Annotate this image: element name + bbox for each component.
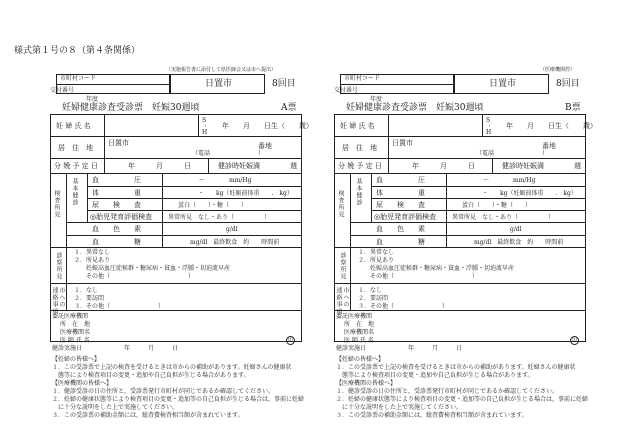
notice-institution-line: １．健診受診の日の住所と，受診票発行市町村が同じであるか確認してください。 [52, 388, 275, 395]
bp-label: 血 圧 [92, 176, 141, 184]
weeks-unit: 週 [574, 162, 581, 170]
form-title: 妊婦健康診査受診票 [346, 103, 428, 113]
finding-item: その他（ ） [74, 273, 195, 280]
ticket-label: B票 [565, 103, 581, 113]
due-date-value: 年 月 日 [128, 162, 191, 170]
contact-item: １．なし [358, 287, 383, 294]
panel-note: （実施報告書に添付して県医師会又は市へ提出） [166, 67, 277, 73]
institution-name: 医療機関名 [344, 329, 375, 336]
era-heisei: H [202, 129, 208, 136]
notice-institution-line: に十分な説明をした上で実施してください。 [52, 404, 179, 411]
contact-item: ２．要訪問 [358, 295, 389, 302]
exam-date-label: 健診実施日 [336, 345, 367, 352]
contact-label: 連絡事項 [51, 287, 58, 315]
finding-item: １．異常なし [358, 249, 395, 256]
urine-label: 尿 検 査 [92, 201, 141, 209]
city-code-label: 市町村コード [60, 75, 97, 82]
exam-date-label: 健診実施日 [52, 345, 83, 352]
institution-address: 所 在 地 [60, 321, 91, 328]
bp-label: 血 圧 [376, 176, 425, 184]
banchi-label: 番地 [542, 142, 556, 150]
notice-institution-line: ２．妊婦の健康状態等により検査項目の変更・追加等の自己負担が生じる場合は，事前に妊婦 [336, 396, 589, 403]
weeks-unit: 週 [290, 162, 297, 170]
urine-label: 尿 検 査 [376, 201, 425, 209]
birth-date: 年 月 日生（ 歳） [506, 122, 597, 130]
era-showa: S [202, 117, 207, 124]
visit-number: 8回目 [556, 79, 580, 89]
bp-value: 〜 mm/Hg [199, 177, 252, 184]
name-label: 妊 婦 氏 名 [56, 122, 91, 130]
due-date-label: 分 娩 予 定 日 [54, 162, 98, 170]
urine-value: 蛋白（ ）・糖（ ） [462, 202, 532, 209]
due-date-label: 分 娩 予 定 日 [338, 162, 382, 170]
fetal-label: ◎胎児発育評価検査 [374, 213, 437, 221]
issue-no-label: 交付番号 [50, 87, 75, 94]
name-label: 妊 婦 氏 名 [340, 122, 375, 130]
notice-institution-title: 【医療機関の皆様へ】 [336, 380, 397, 387]
ticket-b-panel: （医療機関控） 市町村コード 交付番号 日置市 8回目 年度 妊婦健康診査受診票 妊娠30週頃 B票 妊 婦 氏 名 S ・ H 年 月 日生（ 歳） 居 住 地 日置市 番地 （電話 ） 分 娩 予 定 日 年 月 日 健診時妊娠満 週 検査所見 基本健診 血 圧 〜 mm/Hg 体 重 ・ kg（妊娠前体重 . kg） 尿 検 査 蛋白（ ）・糖（ ） ◎胎児発育評価検査 異常所見 なし・あり（ ） 血 色 素 g/dl 血 糖 mg/dl 最終飲食 約 時間前 診察所見 １．異常なし ２．所見あり 妊娠高血圧症候群・糖尿病・貧血・浮腫・切迫流早産 その他（ ） 連絡事項 市への １．なし ２．要訪問 ３．その他（ ） 委託医療機関 所 在 地 医療機関名 医 師 氏 名 印 健診実施日 年 月 日 【妊婦の皆様へ】 １．この受診票で上記の検査を受けるときは市からの補助があります。妊婦さんの健康状 態等により検査項目の変更・追加や自己負担が生じる場合があります。 【医療機関の皆様へ】 １．健診受診の日の住所と，受診票発行市町村が同じであるか確認してください。 ２．妊婦の健康状態等により検査項目の変更・追加等の自己負担が生じる場合は，事前に妊婦 に十分な説明をした上で実施してください。 ３．この受診票の補助金額には，総査費検査相当額が含まれています。 [334, 67, 597, 419]
sugar-value: mg/dl 最終飲食 約 時間前 [474, 239, 564, 246]
ticket-label: A票 [281, 103, 297, 113]
issue-no-label: 交付番号 [334, 87, 359, 94]
contact-item: ３．その他（ ） [358, 303, 449, 310]
notice-woman-line: 態等により検査項目の変更・追加や自己負担が生じる場合があります。 [52, 372, 250, 379]
notice-woman-title: 【妊婦の皆様へ】 [52, 356, 101, 363]
finding-item: 妊娠高血圧症候群・糖尿病・貧血・浮腫・切迫流早産 [74, 265, 231, 272]
birth-date: 年 月 日生（ 歳） [222, 122, 313, 130]
era-heisei: H [486, 129, 492, 136]
notice-institution-line: ３．この受診票の補助金額には，総査費検査相当額が含まれています。 [52, 412, 244, 419]
finding-item: その他（ ） [358, 273, 479, 280]
blood-type-label: 血 色 素 [376, 225, 425, 233]
institution-label: 委託医療機関 [336, 313, 373, 320]
fetal-value: 異常所見 なし・あり（ ） [168, 214, 271, 221]
notice-institution-line: １．健診受診の日の住所と，受診票発行市町村が同じであるか確認してください。 [336, 388, 559, 395]
weight-label: 体 重 [376, 189, 425, 197]
notice-woman-line: １．この受診票で上記の検査を受けるときは市からの補助があります。妊婦さんの健康状 [52, 364, 292, 371]
address-label: 居 住 地 [58, 144, 93, 152]
due-date-value: 年 月 日 [412, 162, 475, 170]
blood-type-label: 血 色 素 [92, 225, 141, 233]
institution-label: 委託医療機関 [52, 313, 89, 320]
basic-label: 基本健診 [355, 178, 362, 206]
week-label: 妊娠30週頃 [436, 103, 484, 113]
city-code-label: 市町村コード [344, 75, 381, 82]
fiscal-year-label: 年度 [86, 96, 99, 103]
era-showa: S [486, 117, 491, 124]
exam-date-value: 年 月 日 [408, 345, 463, 352]
address-city: 日置市 [392, 139, 413, 147]
visit-number: 8回目 [272, 79, 296, 89]
doctor-name: 医 師 氏 名 [60, 337, 90, 344]
blood-type-value: g/dl [226, 226, 238, 233]
notice-institution-title: 【医療機関の皆様へ】 [52, 380, 113, 387]
blood-type-value: g/dl [510, 226, 522, 233]
address-label: 居 住 地 [342, 144, 377, 152]
findings-label: 診察所見 [55, 252, 62, 280]
phone-label: （電話 ） [192, 150, 265, 157]
contact-label: 連絡事項 [335, 287, 342, 315]
contact-sub-label: 市への [58, 287, 65, 308]
notice-institution-line: に十分な説明をした上で実施してください。 [336, 404, 463, 411]
notice-institution-line: ２．妊婦の健康状態等により検査項目の変更・追加等の自己負担が生じる場合は，事前に妊婦 [52, 396, 305, 403]
weight-label: 体 重 [92, 189, 141, 197]
notice-woman-line: １．この受診票で上記の検査を受けるときは市からの補助があります。妊婦さんの健康状 [336, 364, 576, 371]
notice-woman-line: 態等により検査項目の変更・追加や自己負担が生じる場合があります。 [336, 372, 534, 379]
seal-mark: 印 [287, 337, 293, 343]
fetal-value: 異常所見 なし・あり（ ） [452, 214, 555, 221]
phone-label: （電話 ） [476, 150, 549, 157]
checkup-label: 検査所見 [53, 190, 60, 218]
form-title: 妊婦健康診査受診票 [62, 103, 144, 113]
findings-label: 診察所見 [339, 252, 346, 280]
institution-name: 医療機関名 [60, 329, 91, 336]
institution-address: 所 在 地 [344, 321, 375, 328]
contact-item: ３．その他（ ） [74, 303, 165, 310]
contact-item: ２．要訪問 [74, 295, 105, 302]
finding-item: ２．所見あり [358, 257, 395, 264]
finding-item: １．異常なし [74, 249, 111, 256]
fetal-label: ◎胎児発育評価検査 [90, 213, 153, 221]
notice-institution-line: ３．この受診票の補助金額には，総査費検査相当額が含まれています。 [336, 412, 528, 419]
city-name: 日置市 [489, 79, 517, 89]
weeks-label: 健診時妊娠満 [502, 162, 544, 170]
contact-item: １．なし [74, 287, 99, 294]
banchi-label: 番地 [258, 142, 272, 150]
checkup-label: 検査所見 [337, 190, 344, 218]
notice-woman-title: 【妊婦の皆様へ】 [336, 356, 385, 363]
exam-date-value: 年 月 日 [124, 345, 179, 352]
city-name: 日置市 [205, 79, 233, 89]
contact-sub-label: 市への [342, 287, 349, 308]
sugar-label: 血 糖 [376, 238, 425, 246]
seal-mark: 印 [571, 337, 577, 343]
sugar-label: 血 糖 [92, 238, 141, 246]
urine-value: 蛋白（ ）・糖（ ） [178, 202, 248, 209]
finding-item: 妊娠高血圧症候群・糖尿病・貧血・浮腫・切迫流早産 [358, 265, 515, 272]
doctor-name: 医 師 氏 名 [344, 337, 374, 344]
weight-value: ・ kg（妊娠前体重 . kg） [482, 190, 577, 197]
form-id: 様式第１号の８（第４条関係） [14, 46, 141, 56]
ticket-a-panel: （実施報告書に添付して県医師会又は市へ提出） 市町村コード 交付番号 日置市 8回目 年度 妊婦健康診査受診票 妊娠30週頃 A票 妊 婦 氏 名 S ・ H 年 月 日生（ 歳） 居 住 地 日置市 番地 （電話 ） 分 娩 予 定 日 年 月 日 健診時妊娠満 週 検査所見 基本健診 血 圧 〜 mm/Hg 体 重 ・ kg（妊娠前体重 . kg） 尿 検 査 蛋白（ ）・糖（ ） ◎胎児発育評価検査 異常所見 なし・あり（ ） 血 色 素 g/dl 血 糖 mg/dl 最終飲食 約 時間前 診察所見 １．異常なし ２．所見あり 妊娠高血圧症候群・糖尿病・貧血・浮腫・切迫流早産 その他（ ） 連絡事項 市への １．なし ２．要訪問 ３．その他（ ） 委託医療機関 所 在 地 医療機関名 医 師 氏 名 印 健診実施日 年 月 日 【妊婦の皆様へ】 １．この受診票で上記の検査を受けるときは市からの補助があります。妊婦さんの健康状 態等により検査項目の変更・追加や自己負担が生じる場合があります。 【医療機関の皆様へ】 １．健診受診の日の住所と，受診票発行市町村が同じであるか確認してください。 ２．妊婦の健康状態等により検査項目の変更・追加等の自己負担が生じる場合は，事前に妊婦 に十分な説明をした上で実施してください。 ３．この受診票の補助金額には，総査費検査相当額が含まれています。 [50, 67, 313, 419]
weeks-label: 健診時妊娠満 [218, 162, 260, 170]
finding-item: ２．所見あり [74, 257, 111, 264]
fiscal-year-label: 年度 [370, 96, 383, 103]
address-city: 日置市 [108, 139, 129, 147]
weight-value: ・ kg（妊娠前体重 . kg） [198, 190, 293, 197]
week-label: 妊娠30週頃 [152, 103, 200, 113]
basic-label: 基本健診 [71, 178, 78, 206]
panel-note: （医療機関控） [540, 67, 576, 73]
bp-value: 〜 mm/Hg [483, 177, 536, 184]
sugar-value: mg/dl 最終飲食 約 時間前 [190, 239, 280, 246]
